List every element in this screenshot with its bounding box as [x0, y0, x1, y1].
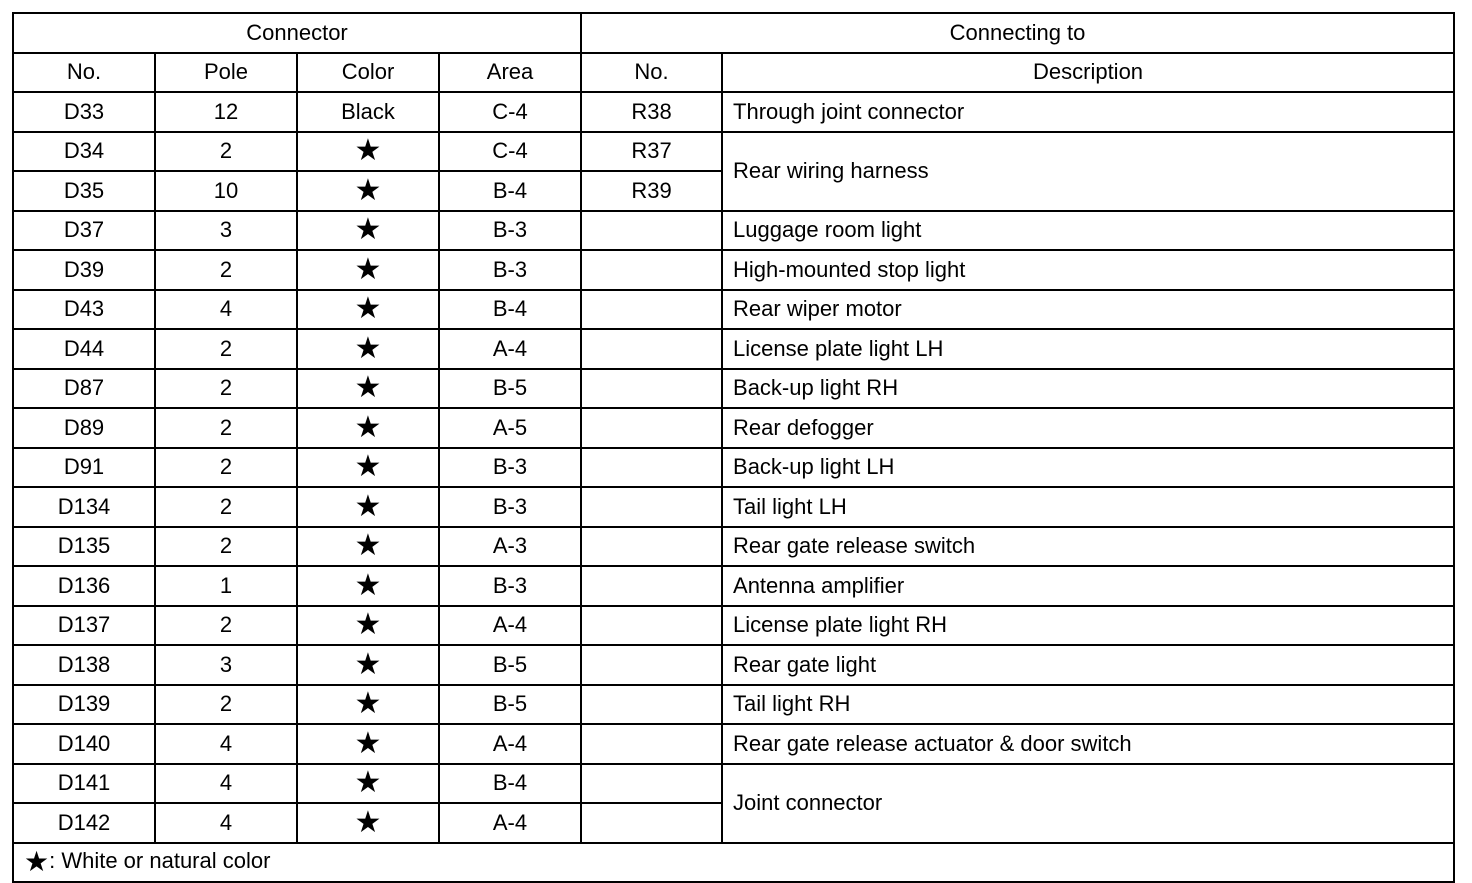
connecting-no	[581, 764, 722, 804]
connector-no: D137	[13, 606, 155, 646]
area-code: B-3	[439, 566, 581, 606]
connector-color	[297, 724, 439, 764]
connecting-no	[581, 566, 722, 606]
star-icon: ★	[354, 251, 382, 287]
connecting-no	[581, 448, 722, 488]
description: Rear wiper motor	[722, 290, 1454, 330]
connector-no: D139	[13, 685, 155, 725]
connector-color	[297, 290, 439, 330]
area-code: B-3	[439, 448, 581, 488]
description: Joint connector	[722, 764, 1454, 843]
col-header-no: No.	[13, 53, 155, 93]
connecting-no	[581, 290, 722, 330]
area-code: B-5	[439, 369, 581, 409]
table-row	[13, 132, 1454, 172]
area-code: B-5	[439, 685, 581, 725]
connecting-no: R37	[581, 132, 722, 172]
connector-color	[297, 527, 439, 567]
table-row	[13, 448, 1454, 488]
star-icon: ★	[354, 172, 382, 208]
connector-color	[297, 645, 439, 685]
col-header-area: Area	[439, 53, 581, 93]
area-code: B-3	[439, 487, 581, 527]
description: Antenna amplifier	[722, 566, 1454, 606]
connector-no: D91	[13, 448, 155, 488]
connector-group-header: Connector	[13, 13, 581, 53]
table-row	[13, 369, 1454, 409]
connector-color	[297, 369, 439, 409]
description: Rear defogger	[722, 408, 1454, 448]
pole-count: 4	[155, 803, 297, 843]
legend-row	[13, 843, 1454, 883]
connecting-no	[581, 408, 722, 448]
area-code: A-4	[439, 724, 581, 764]
area-code: A-4	[439, 606, 581, 646]
description: Rear gate light	[722, 645, 1454, 685]
connecting-no: R39	[581, 171, 722, 211]
connecting-no	[581, 724, 722, 764]
area-code: B-3	[439, 211, 581, 251]
pole-count: 2	[155, 369, 297, 409]
connector-color	[297, 211, 439, 251]
star-icon: ★	[354, 409, 382, 445]
star-icon: ★	[354, 765, 382, 801]
pole-count: 2	[155, 250, 297, 290]
description: Rear gate release actuator & door switch	[722, 724, 1454, 764]
area-code: B-4	[439, 290, 581, 330]
color-text: Black	[341, 98, 395, 124]
pole-count: 1	[155, 566, 297, 606]
pole-count: 2	[155, 408, 297, 448]
connector-no: D138	[13, 645, 155, 685]
area-code: C-4	[439, 92, 581, 132]
connector-color	[297, 606, 439, 646]
description: High-mounted stop light	[722, 250, 1454, 290]
description: Tail light LH	[722, 487, 1454, 527]
column-header-row	[13, 53, 1454, 93]
pole-count: 4	[155, 724, 297, 764]
connector-no: D43	[13, 290, 155, 330]
star-icon: ★	[354, 370, 382, 406]
star-icon: ★	[354, 291, 382, 327]
area-code: B-3	[439, 250, 581, 290]
description: License plate light RH	[722, 606, 1454, 646]
pole-count: 2	[155, 329, 297, 369]
connecting-to-group-header: Connecting to	[581, 13, 1454, 53]
connecting-no	[581, 211, 722, 251]
star-icon: ★	[354, 449, 382, 485]
table-row	[13, 92, 1454, 132]
col-header-color: Color	[297, 53, 439, 93]
pole-count: 3	[155, 645, 297, 685]
star-icon: ★	[354, 646, 382, 682]
table-row	[13, 764, 1454, 804]
area-code: C-4	[439, 132, 581, 172]
col-header-pole: Pole	[155, 53, 297, 93]
pole-count: 2	[155, 448, 297, 488]
connector-no: D134	[13, 487, 155, 527]
star-icon: ★	[354, 212, 382, 248]
area-code: B-5	[439, 645, 581, 685]
connecting-no	[581, 527, 722, 567]
area-code: A-4	[439, 329, 581, 369]
legend-text: : White or natural color	[49, 848, 271, 874]
connecting-no	[581, 487, 722, 527]
connector-color	[297, 92, 439, 132]
pole-count: 2	[155, 606, 297, 646]
pole-count: 2	[155, 487, 297, 527]
connector-no: D33	[13, 92, 155, 132]
pole-count: 3	[155, 211, 297, 251]
star-icon: ★	[354, 330, 382, 366]
star-icon: ★	[354, 804, 382, 840]
col-header-description: Description	[722, 53, 1454, 93]
connector-no: D37	[13, 211, 155, 251]
pole-count: 2	[155, 685, 297, 725]
table-row	[13, 606, 1454, 646]
connector-color	[297, 448, 439, 488]
connector-no: D87	[13, 369, 155, 409]
connector-color	[297, 487, 439, 527]
connecting-no	[581, 606, 722, 646]
pole-count: 4	[155, 290, 297, 330]
connecting-no	[581, 250, 722, 290]
description: Back-up light LH	[722, 448, 1454, 488]
connector-color	[297, 132, 439, 172]
connector-color	[297, 803, 439, 843]
table-row	[13, 566, 1454, 606]
connector-color	[297, 566, 439, 606]
connector-color	[297, 408, 439, 448]
description: Tail light RH	[722, 685, 1454, 725]
connector-no: D136	[13, 566, 155, 606]
star-icon: ★	[354, 567, 382, 603]
description: Rear gate release switch	[722, 527, 1454, 567]
table-row	[13, 329, 1454, 369]
connector-color	[297, 764, 439, 804]
connecting-no	[581, 803, 722, 843]
star-icon: ★	[354, 725, 382, 761]
area-code: B-4	[439, 764, 581, 804]
pole-count: 12	[155, 92, 297, 132]
connecting-no	[581, 329, 722, 369]
connector-no: D44	[13, 329, 155, 369]
pole-count: 2	[155, 132, 297, 172]
table-row	[13, 685, 1454, 725]
description: Luggage room light	[722, 211, 1454, 251]
table-row	[13, 724, 1454, 764]
table-row	[13, 645, 1454, 685]
table-body	[13, 92, 1454, 843]
connector-no: D142	[13, 803, 155, 843]
description: Back-up light RH	[722, 369, 1454, 409]
connector-no: D35	[13, 171, 155, 211]
legend-cell	[13, 843, 1454, 883]
table-row	[13, 527, 1454, 567]
star-icon: ★	[354, 607, 382, 643]
star-icon: ★	[354, 133, 382, 169]
connector-no: D140	[13, 724, 155, 764]
connector-no: D34	[13, 132, 155, 172]
connector-no: D39	[13, 250, 155, 290]
table-row	[13, 290, 1454, 330]
table-row	[13, 408, 1454, 448]
area-code: B-4	[439, 171, 581, 211]
connector-color	[297, 171, 439, 211]
connecting-no	[581, 645, 722, 685]
table-row	[13, 487, 1454, 527]
star-icon: ★	[354, 528, 382, 564]
connector-no: D135	[13, 527, 155, 567]
star-icon: ★	[354, 686, 382, 722]
connector-color	[297, 329, 439, 369]
connector-color	[297, 685, 439, 725]
area-code: A-4	[439, 803, 581, 843]
connecting-no: R38	[581, 92, 722, 132]
area-code: A-3	[439, 527, 581, 567]
connector-color	[297, 250, 439, 290]
pole-count: 2	[155, 527, 297, 567]
connector-no: D89	[13, 408, 155, 448]
connecting-no	[581, 369, 722, 409]
description: License plate light LH	[722, 329, 1454, 369]
connector-table	[12, 12, 1455, 883]
pole-count: 4	[155, 764, 297, 804]
description: Through joint connector	[722, 92, 1454, 132]
star-icon: ★	[24, 845, 50, 879]
table-row	[13, 211, 1454, 251]
table-row	[13, 250, 1454, 290]
pole-count: 10	[155, 171, 297, 211]
area-code: A-5	[439, 408, 581, 448]
col-header-connecting-no: No.	[581, 53, 722, 93]
connector-no: D141	[13, 764, 155, 804]
connecting-no	[581, 685, 722, 725]
description: Rear wiring harness	[722, 132, 1454, 211]
group-header-row	[13, 13, 1454, 53]
star-icon: ★	[354, 488, 382, 524]
